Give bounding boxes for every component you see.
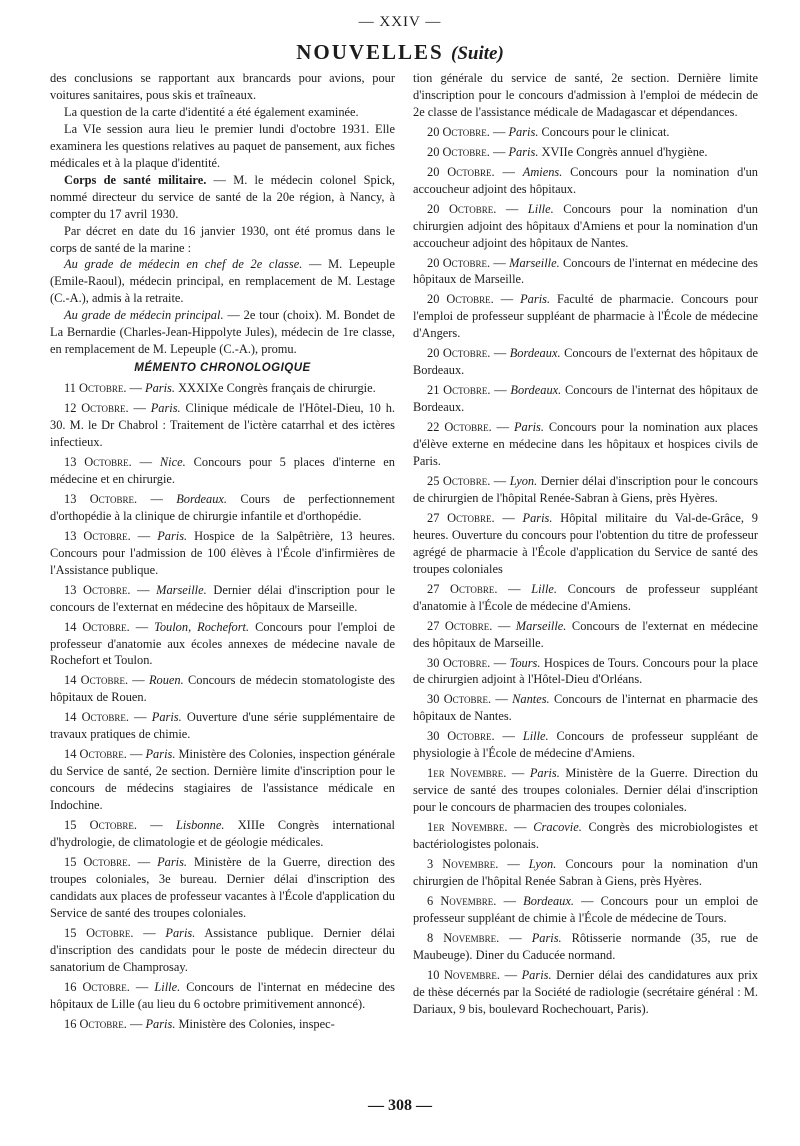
- entry-city: Toulon, Rochefort.: [154, 619, 250, 634]
- entry-date: 6 Novembre.: [427, 893, 497, 908]
- entry-separator: —: [126, 747, 146, 762]
- entry-date: 27 Octobre.: [427, 510, 495, 525]
- memento-entry: [50, 1016, 395, 1033]
- entry-date: 15 Octobre.: [64, 818, 138, 833]
- entry-text: Concours pour l'emploi de professeur d'anatomie aux écoles annexes de médecine navale de Rochefort et Toulon.: [50, 619, 395, 668]
- entry-separator: —: [490, 473, 510, 488]
- paragraph-carte-identite: La question de la carte d'identité a été également examinée.: [64, 104, 359, 119]
- memento-entry: [413, 144, 758, 161]
- entry-date: 13 Octobre.: [64, 454, 132, 469]
- entry-city: Marseille.: [509, 255, 560, 270]
- memento-entry: [50, 709, 395, 743]
- entry-date: 1er Novembre.: [427, 820, 508, 835]
- memento-entry: [413, 255, 758, 289]
- entry-date: 20 Octobre.: [427, 124, 490, 139]
- entry-text: Concours de l'internat des hôpitaux de Bordeaux.: [413, 383, 758, 415]
- memento-entry: [413, 765, 758, 816]
- memento-entry: [413, 618, 758, 652]
- entry-separator: —: [507, 820, 534, 835]
- entry-separator: —: [492, 618, 516, 633]
- memento-entry: [50, 672, 395, 706]
- entry-text: — Concours pour un emploi de professeur suppléant de chimie à l'École de médecine de Tours.: [413, 893, 758, 925]
- memento-entry: [413, 967, 758, 1018]
- entry-text: Hospices de Tours. Concours pour la place de chirurgien adjoint à l'Hôtel-Dieu d'Orléans.: [413, 655, 758, 687]
- entry-separator: —: [490, 255, 510, 270]
- memento-entry: [413, 382, 758, 416]
- entry-separator: —: [126, 381, 146, 396]
- roman-page-number: — XXIV —: [358, 14, 442, 30]
- entry-city: Bordeaux.: [510, 383, 562, 398]
- memento-entry: [413, 124, 758, 141]
- paragraph-corps-sante: [50, 172, 395, 223]
- entry-separator: —: [490, 655, 510, 670]
- memento-entry: [413, 345, 758, 379]
- entry-city: Lille.: [154, 979, 181, 994]
- memento-entry: [413, 856, 758, 890]
- entry-date: 30 Octobre.: [427, 729, 495, 744]
- entry-text: Dernier délai des candidatures aux prix de thèse décernés par la Société de radiologie (secrétaire général : M. Dariaux, 9 bis, boulevard Rochechouart, Paris).: [413, 967, 758, 1016]
- entry-date: 21 Octobre.: [427, 383, 491, 398]
- paragraph-promotion-1: [50, 256, 395, 307]
- entry-date: 8 Novembre.: [427, 930, 500, 945]
- memento-entry: [50, 582, 395, 616]
- paragraph-promotion-2: [50, 307, 395, 358]
- paragraph-decret: Par décret en date du 16 janvier 1930, ont été promus dans le corps de santé de la marine :: [50, 223, 395, 255]
- entry-city: Lyon.: [528, 856, 557, 871]
- entry-date: 16 Octobre.: [64, 1016, 127, 1031]
- entry-city: Paris.: [508, 124, 539, 139]
- right-column: [413, 70, 758, 1018]
- entry-city: Rouen.: [148, 673, 184, 688]
- entry-separator: —: [500, 967, 522, 982]
- entry-date: 27 Octobre.: [427, 618, 493, 633]
- page-number: — 308 —: [368, 1097, 432, 1114]
- entry-city: Paris.: [151, 710, 182, 725]
- corps-sante-text: — M. le médecin colonel Spick, nommé directeur du service de santé de la 20e région, à Nancy, à compter du 17 avril 1930.: [50, 172, 395, 221]
- entry-text: Concours pour la nomination d'un chirurgien adjoint des hôpitaux d'Amiens et pour la nomination d'un accoucheur adjoint des hôpitaux de Nantes.: [413, 201, 759, 250]
- entry-text: Concours pour la nomination d'un accoucheur adjoint des hôpitaux.: [413, 164, 759, 196]
- entry-date: 14 Octobre.: [64, 673, 129, 688]
- entry-city: Paris.: [165, 925, 196, 940]
- entry-text: Concours de l'internat en médecine des hôpitaux de Marseille.: [413, 255, 758, 287]
- entry-city: Paris.: [531, 930, 562, 945]
- entry-text: Cours de perfectionnement d'orthopédie à la clinique de chirurgie infantile et d'orthopédie.: [50, 491, 395, 523]
- entry-date: 13 Octobre.: [64, 528, 131, 543]
- entry-text: Hospice de la Salpêtrière, 13 heures. Concours pour l'admission de 100 élèves à l'École d'infirmières de l'Assistance publique.: [50, 528, 395, 577]
- entry-date: 13 Octobre.: [64, 491, 138, 506]
- memento-entry: [50, 925, 395, 976]
- entry-city: Cracovie.: [533, 820, 582, 835]
- entry-text: Ministère des Colonies, inspection générale du Service de santé, 2e section. Dernière limite d'inscription pour le concours de médecins stagiaires de l'assistance médicale en Indochine.: [50, 747, 395, 813]
- entry-separator: —: [494, 510, 523, 525]
- promotion-text: — 2e tour (choix). M. Bondet de La Bernardie (Charles-Jean-Hippolyte Jules), médecin de 1re classe, en remplacement de M. Lepeuple (C.-A.), promu.: [50, 308, 395, 357]
- entry-text: Ministère des Colonies, inspec-: [175, 1016, 335, 1031]
- entry-text: Assistance publique. Dernier délai d'inscription des candidats pour le poste de médecin directeur du sanatorium de Champrosay.: [50, 925, 396, 974]
- memento-entry: [413, 893, 758, 927]
- entry-city: Paris.: [522, 510, 553, 525]
- left-column: [50, 70, 395, 1032]
- memento-heading: MÉMENTO CHRONOLOGIQUE: [134, 362, 311, 375]
- entry-separator: —: [494, 729, 523, 744]
- memento-entry: [50, 746, 395, 814]
- entry-city: Marseille.: [156, 582, 207, 597]
- entry-date: 14 Octobre.: [64, 710, 129, 725]
- paragraph-brancards: des conclusions se rapportant aux brancards pour avions, pour voitures sanitaires, pous skis et traîneaux.: [50, 71, 395, 102]
- entry-text: Rôtisserie normande (35, rue de Maubeuge). Diner du Caducée normand.: [413, 930, 758, 962]
- grade-label: Au grade de médecin principal.: [64, 308, 224, 323]
- entry-separator: —: [499, 930, 532, 945]
- entry-text: Congrès des microbiologistes et bactériologistes polonais.: [413, 820, 759, 852]
- entry-text: Clinique médicale de l'Hôtel-Dieu, 10 h. 30. M. le Dr Chabrol : Traitement de l'ictère catarrhal et des ictères infectieux.: [50, 401, 395, 450]
- title-suite: (Suite): [451, 43, 504, 64]
- entry-separator: —: [489, 144, 509, 159]
- entry-date: 15 Octobre.: [64, 925, 134, 940]
- entry-separator: —: [490, 346, 510, 361]
- entry-separator: —: [490, 383, 511, 398]
- entry-separator: —: [137, 818, 176, 833]
- memento-entry: [50, 400, 395, 451]
- memento-entry: [50, 979, 395, 1013]
- entry-text: Ministère de la Guerre. Direction du service de santé des troupes coloniales. Dernier délai d'inscription pour le concours de pharmacien des troupes coloniales.: [413, 766, 758, 815]
- entry-text: Concours pour la nomination aux places d'élève externe en médecine dans les hôpitaux et hospices civils de Paris.: [413, 420, 758, 469]
- entry-city: Paris.: [157, 854, 188, 869]
- entry-date: 12 Octobre.: [64, 401, 129, 416]
- paragraph-continuation: tion générale du service de santé, 2e section. Dernière limite d'inscription pour le concours d'admission à l'emploi de médecin de 2e classe de l'assistance médicale de Madagascar et dépendances.: [413, 71, 758, 119]
- entry-city: Paris.: [508, 144, 539, 159]
- entry-date: 10 Novembre.: [427, 967, 501, 982]
- section-heading-corps-sante: Corps de santé militaire.: [64, 172, 207, 187]
- entry-city: Lille.: [527, 201, 554, 216]
- entry-city: Nantes.: [512, 692, 550, 707]
- entry-separator: —: [128, 710, 152, 725]
- entry-city: Paris.: [145, 381, 175, 396]
- entry-separator: —: [491, 420, 514, 435]
- entry-date: 3 Novembre.: [427, 856, 499, 871]
- grade-label: Au grade de médecin en chef de 2e classe.: [64, 257, 303, 272]
- entry-text: Concours de professeur suppléant de physiologie à l'École de médecine d'Amiens.: [413, 729, 759, 761]
- entry-date: 16 Octobre.: [64, 979, 130, 994]
- entry-separator: —: [497, 581, 532, 596]
- entry-text: Concours de médecin stomatologiste des hôpitaux de Rouen.: [50, 673, 395, 705]
- memento-entry: [50, 380, 395, 397]
- entry-city: Lyon.: [509, 473, 538, 488]
- entry-date: 13 Octobre.: [64, 582, 131, 597]
- entry-separator: —: [489, 124, 509, 139]
- entry-separator: —: [126, 1016, 146, 1031]
- entry-text: XVIIe Congrès annuel d'hygiène.: [538, 144, 708, 159]
- memento-entry: [50, 854, 395, 922]
- entry-city: Nice.: [159, 454, 186, 469]
- entry-date: 14 Octobre.: [64, 747, 127, 762]
- entry-separator: —: [130, 582, 157, 597]
- paragraph-sixieme-session: La VIe session aura lieu le premier lundi d'octobre 1931. Elle examinera les questions relatives au paquet de pansement, aux fiches médicales et à la plaque d'identité.: [50, 121, 395, 170]
- memento-entry: [413, 419, 758, 470]
- entry-separator: —: [129, 619, 155, 634]
- entry-date: 27 Octobre.: [427, 581, 498, 596]
- entry-text: Concours pour le clinicat.: [538, 124, 670, 139]
- entry-city: Lisbonne.: [175, 818, 225, 833]
- entry-date: 20 Octobre.: [427, 292, 494, 307]
- entry-date: 30 Octobre.: [427, 692, 492, 707]
- title-main: NOUVELLES: [296, 40, 444, 64]
- entry-text: Dernier délai d'inscription pour le concours de chirurgien de l'hôpital Renée-Sabran à Giens, près Hyères.: [413, 473, 759, 505]
- entry-date: 14 Octobre.: [64, 619, 130, 634]
- entry-city: Paris.: [521, 967, 552, 982]
- entry-text: Concours de l'internat en pharmacie des hôpitaux de Nantes.: [413, 692, 759, 724]
- entry-date: 25 Octobre.: [427, 473, 491, 488]
- entry-date: 15 Octobre.: [64, 854, 131, 869]
- entry-date: 30 Octobre.: [427, 655, 491, 670]
- entry-separator: —: [496, 201, 528, 216]
- entry-date: 11 Octobre.: [64, 381, 127, 396]
- entry-separator: —: [498, 856, 529, 871]
- entry-city: Paris.: [145, 747, 176, 762]
- entry-separator: —: [494, 164, 523, 179]
- entry-separator: —: [129, 979, 155, 994]
- entry-date: 20 Octobre.: [427, 164, 495, 179]
- entry-text: Concours de l'externat en médecine des hôpitaux de Marseille.: [413, 618, 759, 650]
- memento-entry: [413, 291, 758, 342]
- entry-separator: —: [133, 925, 166, 940]
- memento-entry: [413, 819, 758, 853]
- memento-entry: [413, 510, 758, 578]
- entry-separator: —: [506, 766, 530, 781]
- entry-text: Concours pour la nomination d'un chirurgien de l'hôpital Renée Sabran à Giens, près Hyères.: [413, 856, 758, 888]
- entry-city: Paris.: [513, 420, 544, 435]
- entry-text: Faculté de pharmacie. Concours pour l'emploi de professeur suppléant de pharmacie à l'École de médecine d'Angers.: [413, 292, 758, 341]
- memento-entry: [413, 655, 758, 689]
- entry-city: Lille.: [531, 581, 558, 596]
- entry-text: Concours de professeur suppléant d'anatomie à l'École de médecine d'Amiens.: [413, 581, 758, 613]
- entry-text: XXXIXe Congrès français de chirurgie.: [174, 381, 376, 396]
- entry-separator: —: [128, 401, 151, 416]
- entry-date: 20 Octobre.: [427, 201, 497, 216]
- entry-city: Paris.: [520, 292, 551, 307]
- entry-separator: —: [491, 692, 513, 707]
- entry-text: Concours de l'externat des hôpitaux de Bordeaux.: [413, 346, 758, 378]
- entry-city: Lille.: [522, 729, 549, 744]
- memento-entry: [50, 491, 395, 525]
- entry-city: Bordeaux.: [509, 346, 561, 361]
- entry-text: Ouverture d'une série supplémentaire de travaux pratiques de chimie.: [50, 710, 396, 742]
- entry-city: Paris.: [150, 401, 181, 416]
- entry-separator: —: [496, 893, 524, 908]
- entry-text: Dernier délai d'inscription pour le concours de l'externat en médecine des hôpitaux de Marseille.: [50, 582, 395, 614]
- entry-city: Amiens.: [522, 164, 563, 179]
- promotion-text: — M. Lepeuple (Emile-Raoul), médecin principal, en remplacement de M. Lestage (C.-A.), admis à la retraite.: [50, 257, 395, 306]
- memento-entry: [413, 164, 758, 198]
- entry-date: 1er Novembre.: [427, 766, 507, 781]
- entry-separator: —: [130, 854, 158, 869]
- entry-date: 20 Octobre.: [427, 144, 490, 159]
- memento-entry: [413, 201, 758, 252]
- entry-city: Paris.: [157, 528, 188, 543]
- memento-entry: [413, 581, 758, 615]
- entry-separator: —: [130, 528, 158, 543]
- entry-text: XIIIe Congrès international d'hydrologie, de climatologie et de géologie médicales.: [50, 818, 395, 849]
- entry-date: 20 Octobre.: [427, 255, 491, 270]
- entry-text: Ministère de la Guerre, direction des troupes coloniales, 3e bureau. Dernier délai d'inscription des candidats aux places de professeur vacantes à l'École d'application du Service de santé des troupes coloniales.: [50, 854, 395, 920]
- entry-city: Tours.: [509, 655, 541, 670]
- memento-entry: [413, 930, 758, 964]
- entry-text: Hôpital militaire du Val-de-Grâce, 9 heures. Ouverture du concours pour l'obtention du titre de professeur agrégé de pharmacie à l'École d'application du Service de santé des troupes coloniales: [413, 510, 758, 576]
- entry-city: Marseille.: [515, 618, 567, 633]
- entry-city: Bordeaux.: [523, 893, 574, 908]
- entry-separator: —: [128, 673, 149, 688]
- memento-list-left: [50, 380, 395, 1032]
- entry-date: 20 Octobre.: [427, 346, 491, 361]
- entry-separator: —: [137, 491, 177, 506]
- memento-entry: [50, 528, 395, 579]
- memento-entry: [50, 619, 395, 670]
- page-title: [0, 40, 800, 65]
- entry-city: Paris.: [529, 766, 560, 781]
- memento-entry: [413, 728, 758, 762]
- memento-list-right: [413, 124, 758, 1018]
- memento-entry: [413, 473, 758, 507]
- memento-entry: [50, 454, 395, 488]
- entry-separator: —: [131, 454, 160, 469]
- entry-text: Concours de l'internat en médecine des hôpitaux de Lille (au lieu du 6 octobre primitivement annoncé).: [50, 979, 395, 1011]
- entry-separator: —: [493, 292, 521, 307]
- entry-date: 22 Octobre.: [427, 420, 492, 435]
- memento-entry: [50, 817, 395, 851]
- entry-city: Paris.: [145, 1016, 176, 1031]
- entry-city: Bordeaux.: [176, 491, 227, 506]
- memento-entry: [413, 691, 758, 725]
- entry-text: Concours pour 5 places d'interne en médecine et en chirurgie.: [50, 454, 395, 486]
